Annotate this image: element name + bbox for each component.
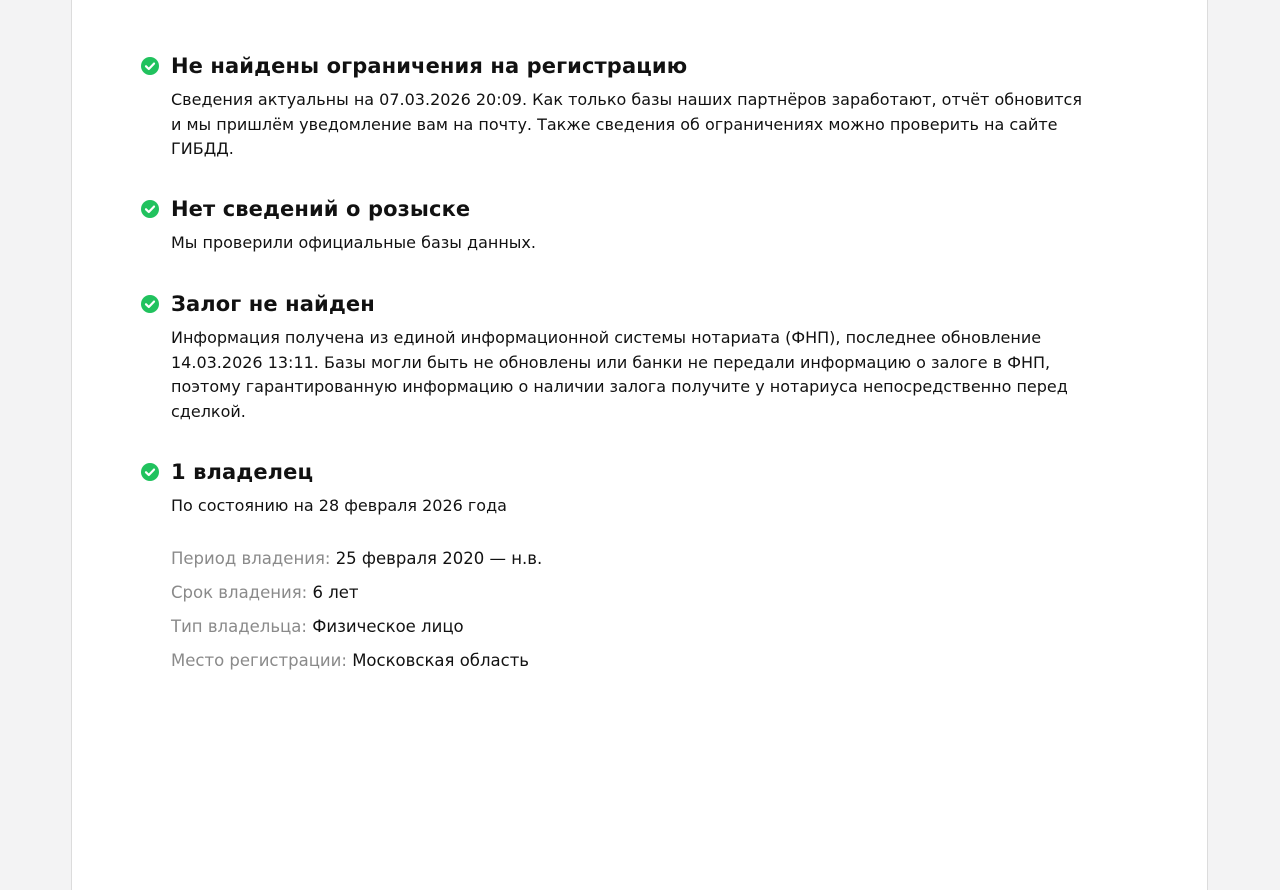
- check-circle-icon: [141, 200, 159, 218]
- section-header: [141, 52, 1101, 80]
- check-circle-icon: [141, 295, 159, 313]
- section-wanted-check: [141, 195, 1101, 256]
- section-title: 1 владелец: [171, 460, 314, 484]
- report-page: [71, 0, 1208, 890]
- detail-value: Московская область: [352, 650, 530, 670]
- section-pledge-check: [141, 290, 1101, 424]
- detail-label: Место регистрации:: [171, 650, 353, 670]
- section-title: Залог не найден: [171, 292, 375, 316]
- detail-value: 25 февраля 2020 — н.в.: [335, 548, 543, 568]
- section-description: Информация получена из единой информационной системы нотариата (ФНП), последнее обновление 14.03.2026 13:11. Базы могли быть не обновлены или банки не передали информацию о залоге в ФНП, поэтому гарантированную информацию о наличии залога получите у нотариуса непосредственно перед сделкой.: [171, 328, 1068, 421]
- section-title: Не найдены ограничения на регистрацию: [171, 54, 688, 78]
- section-registration-restrictions: [141, 52, 1101, 162]
- detail-label: Срок владения:: [171, 582, 313, 602]
- owner-details: [171, 549, 1101, 685]
- section-description: Мы проверили официальные базы данных.: [171, 233, 536, 252]
- detail-row-owner-type: [171, 617, 1101, 651]
- detail-row-term: [171, 583, 1101, 617]
- detail-value: Физическое лицо: [312, 616, 464, 636]
- detail-label: Тип владельца:: [171, 616, 313, 636]
- section-title: Нет сведений о розыске: [171, 197, 471, 221]
- section-description: Сведения актуальны на 07.03.2026 20:09. Как только базы наших партнёров заработают, отчёт обновится и мы пришлём уведомление вам на почту. Также сведения об ограничениях можно проверить на сайте ГИБДД.: [171, 90, 1082, 158]
- section-header: [141, 195, 1101, 223]
- section-header: [141, 290, 1101, 318]
- detail-label: Период владения:: [171, 548, 336, 568]
- section-owners: [141, 458, 1101, 685]
- detail-row-registration-place: [171, 651, 1101, 685]
- check-circle-icon: [141, 57, 159, 75]
- detail-row-period: [171, 549, 1101, 583]
- check-circle-icon: [141, 463, 159, 481]
- section-header: [141, 458, 1101, 486]
- detail-value: 6 лет: [312, 582, 359, 602]
- section-description: По состоянию на 28 февраля 2026 года: [171, 496, 507, 515]
